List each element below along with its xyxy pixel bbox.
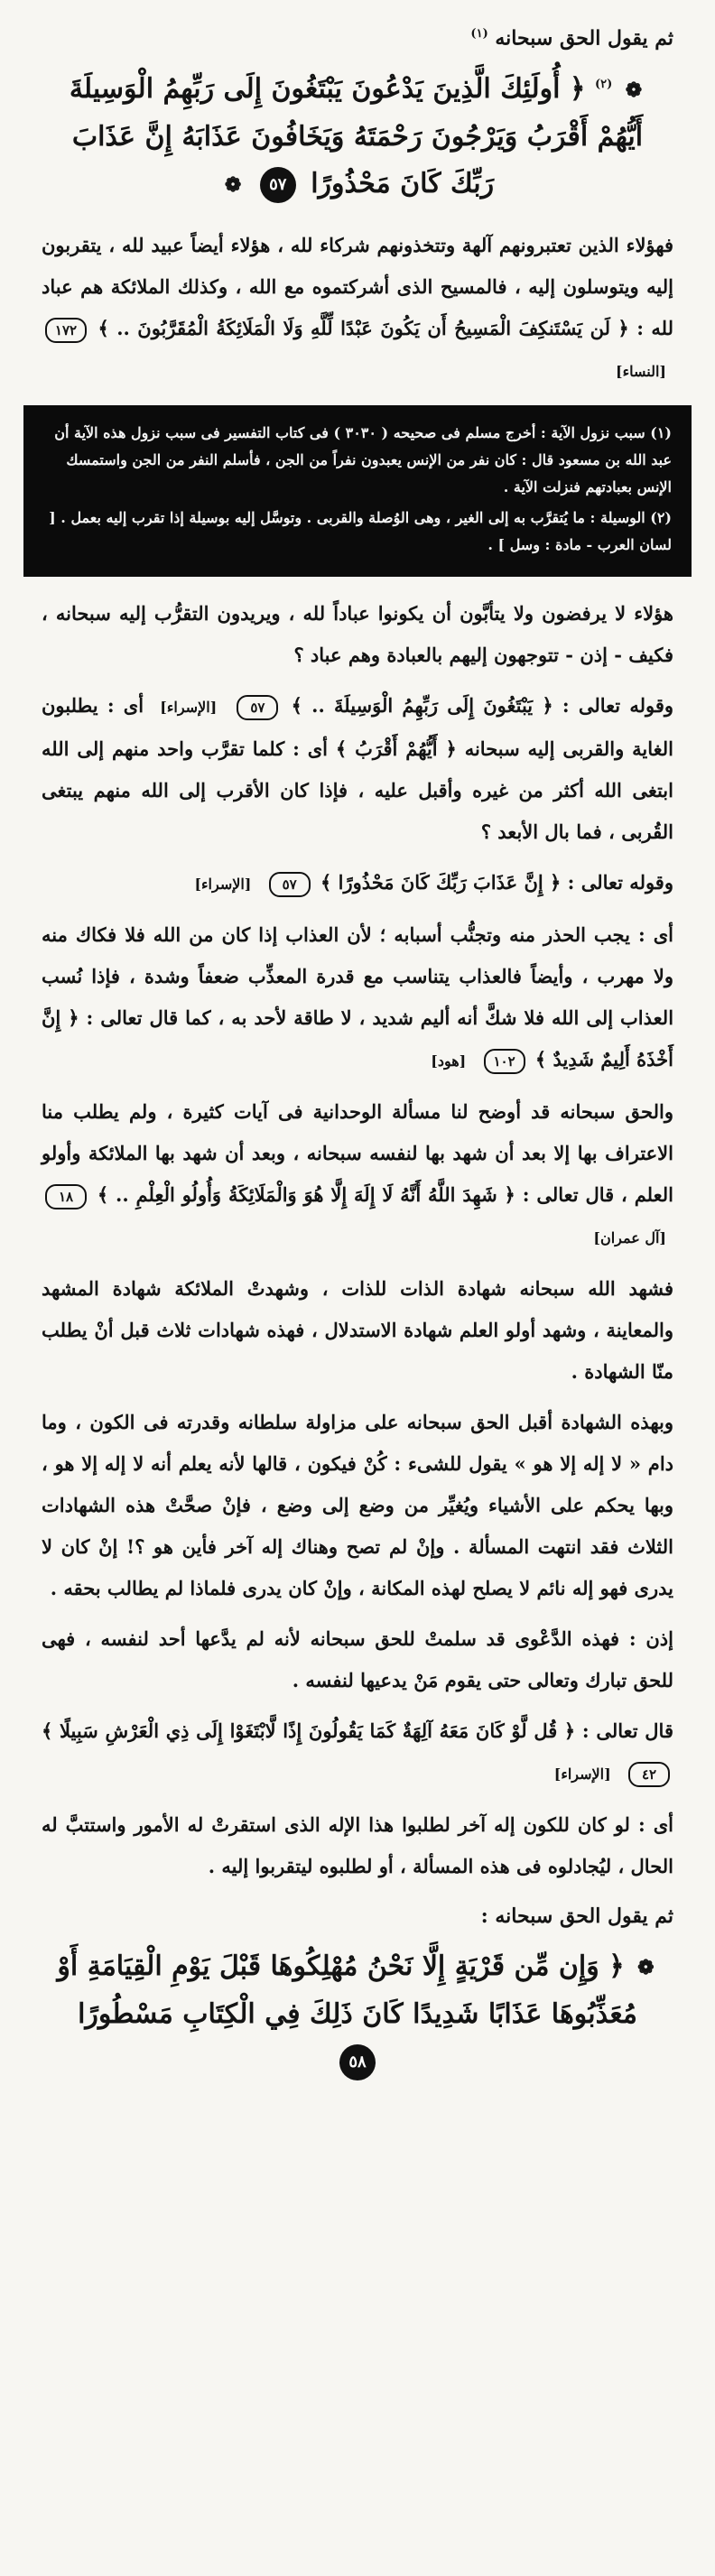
- fleuron-icon: ❁: [625, 79, 643, 103]
- intro-line: [42, 18, 673, 54]
- inline-verse: ﴿ يَبْتَغُونَ إِلَى رَبِّهِمُ الْوَسِيلَةَ .. ﴾: [291, 694, 553, 718]
- sura-name: [هود]: [431, 1052, 467, 1070]
- footnote-1: (١) سبب نزول الآية : أخرج مسلم فى صحيحه ( ٣٠٣٠ ) فى كتاب التفسير فى سبب نزول هذه الآية أن عبد الله بن مسعود قال : كان نفر من الإنس يعبدون نفراً من الجن ، فأسلم النفر من الجن واستمسك الإنس بعبادتهم فنزلت الآية .: [54, 424, 672, 496]
- ayah-number-badge: ٥٨: [339, 2044, 376, 2080]
- paragraph-text: والحق سبحانه قد أوضح لنا مسألة الوحدانية فى آيات كثيرة ، ولم يطلب منا الاعتراف بها إلا بعد أن شهد بها لنفسه سبحانه ، وبعد أن شهد بها الملائكة وأولو العلم ، قال تعالى :: [42, 1100, 673, 1207]
- footnote-marker: (٢): [594, 78, 613, 92]
- verse-57-block: [42, 58, 673, 212]
- sura-name: [الإسراء]: [194, 876, 252, 894]
- intro-line-2: ثم يقول الحق سبحانه :: [480, 1904, 673, 1929]
- paragraph-4: [42, 862, 673, 905]
- ayah-number: ٥٧: [269, 872, 311, 897]
- paragraph-lead: وقوله تعالى :: [562, 694, 674, 718]
- paragraph-2: هؤلاء لا يرفضون ولا يتأبَّون أن يكونوا عباداً لله ، ويريدون التقرُّب إليه سبحانه ، فكيف - إذن - تتوجهون إليهم بالعبادة وهم عباد ؟: [42, 602, 673, 667]
- sura-name: [الإسراء]: [160, 699, 218, 717]
- fleuron-icon: ❁: [637, 1956, 655, 1980]
- ayah-number-badge: ٥٧: [260, 167, 296, 203]
- fleuron-icon: ❁: [224, 173, 242, 198]
- paragraph-10: [42, 1710, 673, 1795]
- sura-name: [النساء]: [616, 363, 666, 381]
- paragraph-5: [42, 914, 673, 1082]
- inline-verse: ﴿ أَيُّهُمْ أَقْرَبُ ﴾: [335, 737, 457, 761]
- paragraph-3: [42, 685, 673, 853]
- paragraph-11: أى : لو كان للكون إله آخر لطلبوا هذا الإله الذى استقرتْ له الأمور واستتبَّ له الحال ، ليُجادلوه فى هذه المسألة ، أو لطلبوه ليتقربوا إليه .: [42, 1813, 673, 1878]
- verse-58-text: ﴿ وَإِن مِّن قَرْيَةٍ إِلَّا نَحْنُ مُهْلِكُوهَا قَبْلَ يَوْمِ الْقِيَامَةِ أَوْ مُعَذِّبُوهَا عَذَابًا شَدِيدًا كَانَ ذَلِكَ فِي الْكِتَابِ مَسْطُورًا: [57, 1951, 637, 2031]
- inline-verse: ﴿ قُل لَّوْ كَانَ مَعَهُ آلِهَةٌ كَمَا يَقُولُونَ إِذًا لَّابْتَغَوْا إِلَى ذِي الْعَرْشِ سَبِيلًا ﴾: [42, 1719, 576, 1743]
- ayah-number: ١٧٢: [45, 318, 87, 343]
- ayah-number: ٥٧: [237, 695, 278, 720]
- ayah-number: ١٠٢: [484, 1049, 525, 1074]
- verse-57-text: ﴿ أُولَئِكَ الَّذِينَ يَدْعُونَ يَبْتَغُونَ إِلَى رَبِّهِمُ الْوَسِيلَةَ أَيُّهُمْ أَقْرَبُ وَيَرْجُونَ رَحْمَتَهُ وَيَخَافُونَ عَذَابَهُ إِنَّ عَذَابَ رَبِّكَ كَانَ مَحْذُورًا: [69, 73, 644, 200]
- inline-verse: ﴿ لَن يَسْتَنكِفَ الْمَسِيحُ أَن يَكُونَ عَبْدًا لِّلَّهِ وَلَا الْمَلَائِكَةُ الْمُقَرَّبُونَ .. ﴾: [98, 317, 629, 340]
- verse-58-block: [42, 1940, 673, 2089]
- footnote-marker: (١): [470, 27, 488, 41]
- intro-text: ثم يقول الحق سبحانه: [495, 26, 673, 51]
- sura-name: [آل عمران]: [593, 1229, 666, 1247]
- paragraph-7: فشهد الله سبحانه شهادة الذات للذات ، وشهدتْ الملائكة شهادة المشهد والمعاينة ، وشهد أولو العلم شهادة الاستدلال ، فهذه شهادات ثلاث قبل أنْ يطلب منّا الشهادة .: [42, 1277, 673, 1384]
- paragraph-lead: قال تعالى :: [581, 1719, 673, 1743]
- inline-verse: ﴿ إِنَّ عَذَابَ رَبِّكَ كَانَ مَحْذُورًا ﴾: [320, 871, 562, 894]
- ayah-number: ١٨: [45, 1184, 87, 1209]
- paragraph-text: أى : كلما تقرَّب واحد منهم إلى الله ابتغى الله أكثر من غيره وأقبل عليه ، فإذا كان الأقرب إلى الله منهم يبتغى القُربى ، فما بال الأبعد ؟: [42, 737, 673, 844]
- inline-verse: ﴿ إِنَّ أَخْذَهُ أَلِيمٌ شَدِيدٌ ﴾: [42, 1006, 673, 1071]
- paragraph-lead: وقوله تعالى :: [567, 871, 673, 894]
- ayah-number: ٤٢: [628, 1762, 670, 1787]
- paragraph-6: [42, 1091, 673, 1259]
- paragraph-8: وبهذه الشهادة أقبل الحق سبحانه على مزاولة سلطانه وقدرته فى الكون ، وما دام « لا إله إلا هو » يقول للشىء : كُنْ فيكون ، قالها لأنه يعلم أنه لا إله إلا هو ، وبها يحكم على الأشياء ويُغيِّر من وضع إلى وضع ، فإنْ صحَّتْ هذه الشهادات الثلاث فقد انتهت المسألة . وإنْ لم تصح وهناك إله آخر فأين هو ؟! إنْ كان لا يدرى فهو إله نائم لا يصلح لهذه المكانة ، وإنْ كان يدرى فلماذا لم يطالب بحقه .: [42, 1411, 673, 1600]
- paragraph-1: [42, 225, 673, 393]
- inline-verse: ﴿ شَهِدَ اللَّهُ أَنَّهُ لَا إِلَهَ إِلَّا هُوَ وَالْمَلَائِكَةُ وَأُولُو الْعِلْمِ .. ﴾: [97, 1183, 515, 1207]
- paragraph-text: أى : يطلبون الغاية والقربى إليه سبحانه: [42, 694, 674, 761]
- footnotes-box: [23, 405, 692, 577]
- paragraph-text: أى : يجب الحذر منه وتجنُّب أسبابه ؛ لأن العذاب إذا كان من الله فلا فكاك منه ولا مهرب ، وأيضاً فالعذاب يتناسب مع قدرة المعذِّب ضعفاً وشدة ، فإذا نُسب العذاب إلى الله فلا شكَّ أنه أليم شديد ، لا طاقة لأحد به ، كما قال تعالى :: [42, 923, 674, 1030]
- paragraph-9: إذن : فهذه الدَّعْوى قد سلمتْ للحق سبحانه لأنه لم يدَّعها أحد لنفسه ، فهى للحق تبارك وتعالى حتى يقوم مَنْ يدعيها لنفسه .: [42, 1627, 673, 1692]
- footnote-2: (٢) الوسيلة : ما يُتقرَّب به إلى الغير ، وهى الوُصلة والقربى . وتوسَّل إليه بوسيلة إذا تقرب إليه بعمل . [ لسان العرب - مادة : وسل ] .: [49, 509, 672, 554]
- paragraph-text: فهؤلاء الذين تعتبرونهم آلهة وتتخذونهم شركاء لله ، هؤلاء أيضاً عبيد لله ، يتقربون إليه ويتوسلون إليه ، فالمسيح الذى أشركتموه مع الله ، وكذلك الملائكة هم عباد لله :: [42, 234, 673, 340]
- sura-name: [الإسراء]: [553, 1765, 611, 1784]
